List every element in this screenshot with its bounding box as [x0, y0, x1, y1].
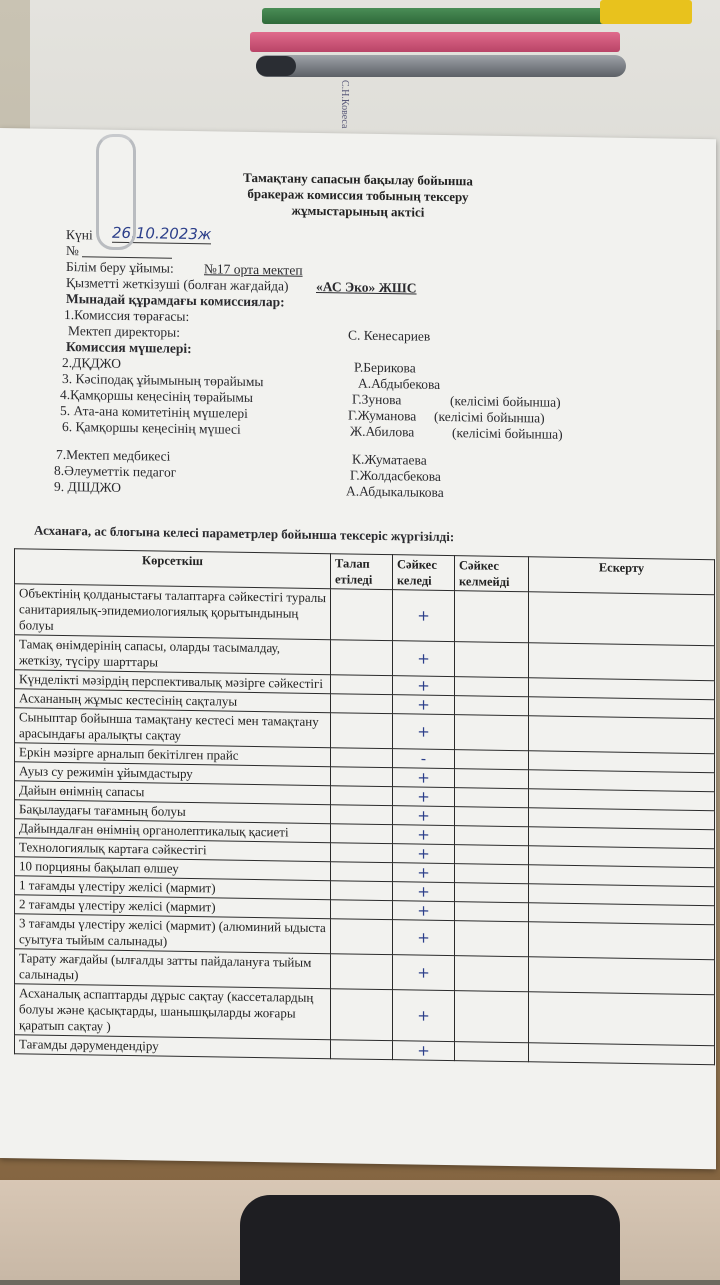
compliant-cell: + — [393, 920, 455, 956]
indicator-cell: Технологиялық картаға сәйкестігі — [15, 838, 331, 862]
date-label: Күні — [66, 227, 93, 243]
indicator-cell: Дайын өнімнің сапасы — [15, 781, 331, 805]
member-role: 3. Кәсіподақ ұйымының төрайымы — [62, 370, 264, 390]
document-sheet — [0, 128, 716, 1169]
compliant-cell: + — [393, 901, 455, 921]
members-label: Комиссия мүшелері: — [66, 339, 192, 357]
pen — [256, 55, 626, 77]
noncompliant-cell — [455, 591, 529, 643]
compliant-cell: + — [393, 806, 455, 826]
column-header: Көрсеткіш — [15, 549, 331, 589]
member-name: А.Абдыбекова — [358, 375, 441, 392]
noncompliant-cell — [455, 956, 529, 992]
compliant-cell: + — [393, 714, 455, 750]
required-cell — [331, 589, 393, 641]
pencil-yellow-tip — [600, 0, 692, 24]
number-label: № — [66, 243, 79, 259]
noncompliant-cell — [455, 715, 529, 751]
indicator-cell: 10 порцияны бақылап өлшеу — [15, 857, 331, 881]
compliant-cell: + — [393, 882, 455, 902]
note-cell — [529, 922, 715, 960]
dark-object — [240, 1195, 620, 1285]
compliant-cell: + — [393, 676, 455, 696]
document-title-line-3: жұмыстарының актісі — [291, 202, 425, 220]
indicator-cell: Еркін мәзірге арналып бекітілген прайс — [15, 743, 331, 767]
member-name: Ж.Абилова — [350, 423, 415, 440]
noncompliant-cell — [455, 864, 529, 884]
noncompliant-cell — [455, 696, 529, 716]
member-name: Р.Берикова — [354, 359, 416, 376]
pen-cap — [256, 56, 296, 76]
required-cell — [331, 805, 393, 825]
required-cell — [331, 881, 393, 901]
compliant-cell: + — [393, 787, 455, 807]
member-role: 6. Қамқоршы кеңесінің мүшесі — [62, 418, 241, 437]
director-name: С. Кенесариев — [348, 327, 431, 344]
inspection-table — [14, 548, 715, 1065]
member-role: 8.Әлеуметтік педагог — [54, 462, 177, 480]
member-name: Г.Жуманова — [348, 407, 417, 424]
indicator-cell: Сыныптар бойынша тамақтану кестесі мен тамақтану арасындағы аралықты сақтау — [15, 708, 331, 748]
org-value: №17 орта мектеп — [204, 261, 303, 278]
pencil-green — [262, 8, 622, 24]
column-header: Сәйкес келеді — [393, 555, 455, 591]
compliant-cell: + — [393, 590, 455, 642]
compliant-cell: + — [393, 695, 455, 715]
noncompliant-cell — [455, 1042, 529, 1062]
table-body — [15, 584, 715, 1065]
noncompliant-cell — [455, 845, 529, 865]
org-label: Білім беру ұйымы: — [66, 259, 174, 276]
compliant-cell: + — [393, 955, 455, 991]
member-note: (келісімі бойынша) — [434, 408, 545, 426]
compliant-cell: + — [393, 825, 455, 845]
note-cell — [529, 992, 715, 1046]
compliant-cell: + — [393, 863, 455, 883]
indicator-cell: Объектінің қолданыстағы талаптарға сәйкестігі туралы санитариялық-эпидемиологиялық қорытындының болуы — [15, 584, 331, 640]
column-header: Ескерту — [529, 557, 715, 595]
member-name: Г.Жолдасбекова — [350, 467, 441, 484]
member-role: 9. ДШДЖО — [54, 478, 122, 495]
paperclip — [96, 134, 136, 250]
indicator-cell: 3 тағамды үлестіру желісі (мармит) (алюминий ыдыста суытуға тыйым салынады) — [15, 914, 331, 954]
required-cell — [331, 748, 393, 768]
noncompliant-cell — [455, 769, 529, 789]
compliant-cell: + — [393, 768, 455, 788]
required-cell — [331, 694, 393, 714]
compliant-cell: - — [393, 749, 455, 769]
member-role: 2.ДҚДЖО — [62, 354, 122, 371]
required-cell — [331, 675, 393, 695]
member-role: 4.Қамқоршы кеңесінің төрайымы — [60, 386, 253, 405]
required-cell — [331, 843, 393, 863]
required-cell — [331, 640, 393, 676]
section-heading: Асханаға, ас блогына келесі параметрлер бойынша тексеріс жүргізілді: — [34, 522, 455, 545]
noncompliant-cell — [455, 788, 529, 808]
indicator-cell: Ауыз су режимін ұйымдастыру — [15, 762, 331, 786]
member-note: (келісімі бойынша) — [450, 393, 561, 410]
compliant-cell: + — [393, 990, 455, 1042]
required-cell — [331, 919, 393, 955]
required-cell — [331, 713, 393, 749]
indicator-cell: Тамақ өнімдерінің сапасы, оларды тасымалдау, жеткізу, түсіру шарттары — [15, 635, 331, 675]
note-cell — [529, 716, 715, 754]
indicator-cell: 1 тағамды үлестіру желісі (мармит) — [15, 876, 331, 900]
column-header: Талап етіледі — [331, 554, 393, 590]
noncompliant-cell — [455, 826, 529, 846]
document-title-line-2: бракераж комиссия тобының тексеру — [247, 185, 469, 205]
date-value: 26.10.2023ж — [112, 223, 212, 244]
noncompliant-cell — [455, 921, 529, 957]
required-cell — [331, 767, 393, 787]
noncompliant-cell — [455, 883, 529, 903]
noncompliant-cell — [455, 677, 529, 697]
member-note: (келісімі бойынша) — [452, 425, 563, 442]
member-role: 5. Ата-ана комитетінің мүшелері — [60, 402, 248, 421]
background-stamp-text: С.Н.Ковеса — [339, 80, 350, 129]
compliant-cell: + — [393, 844, 455, 864]
indicator-cell: Асханалық аспаптарды дұрыс сақтау (кассеталардың болуы және қасықтарды, шанышқыларды жоғары қаратып сақтау ) — [15, 984, 331, 1040]
indicator-cell: Күнделікті мәзірдің перспективалық мәзірге сәйкестігі — [15, 670, 331, 694]
required-cell — [331, 900, 393, 920]
member-name: К.Жуматаева — [352, 451, 427, 468]
noncompliant-cell — [455, 750, 529, 770]
member-role: 7.Мектеп медбикесі — [56, 446, 171, 464]
required-cell — [331, 786, 393, 806]
note-cell — [529, 957, 715, 995]
pencil-pink — [250, 32, 620, 52]
indicator-cell: Асхананың жұмыс кестесінің сақталуы — [15, 689, 331, 713]
note-cell — [529, 643, 715, 681]
member-name: Г.Зунова — [352, 391, 402, 408]
document-title-line-1: Тамақтану сапасын бақылау бойынша — [243, 169, 473, 189]
required-cell — [331, 989, 393, 1041]
compliant-cell: + — [393, 641, 455, 677]
required-cell — [331, 954, 393, 990]
noncompliant-cell — [455, 807, 529, 827]
required-cell — [331, 1040, 393, 1060]
indicator-cell: 2 тағамды үлестіру желісі (мармит) — [15, 895, 331, 919]
indicator-cell: Тарату жағдайы (ылғалды затты пайдалануға тыйым салынады) — [15, 949, 331, 989]
noncompliant-cell — [455, 902, 529, 922]
column-header: Сәйкес келмейді — [455, 556, 529, 592]
chair-label: 1.Комиссия төрағасы: — [64, 307, 190, 324]
indicator-cell: Бақылаудағы тағамның болуы — [15, 800, 331, 824]
noncompliant-cell — [455, 991, 529, 1043]
supplier-value: «АС Эко» ЖШС — [316, 278, 417, 296]
member-name: А.Абдыкалыкова — [346, 483, 444, 500]
director-label: Мектеп директоры: — [68, 323, 180, 340]
required-cell — [331, 862, 393, 882]
note-cell — [529, 1043, 715, 1065]
indicator-cell: Дайындалған өнімнің органолептикалық қасиеті — [15, 819, 331, 843]
indicator-cell: Тағамды дәрумендендіру — [15, 1035, 331, 1059]
noncompliant-cell — [455, 642, 529, 678]
compliant-cell: + — [393, 1041, 455, 1061]
note-cell — [529, 592, 715, 646]
supplier-label: Қызметті жеткізуші (болған жағдайда) — [66, 275, 289, 294]
required-cell — [331, 824, 393, 844]
composition-label: Мынадай құрамдағы комиссиялар: — [66, 291, 285, 310]
